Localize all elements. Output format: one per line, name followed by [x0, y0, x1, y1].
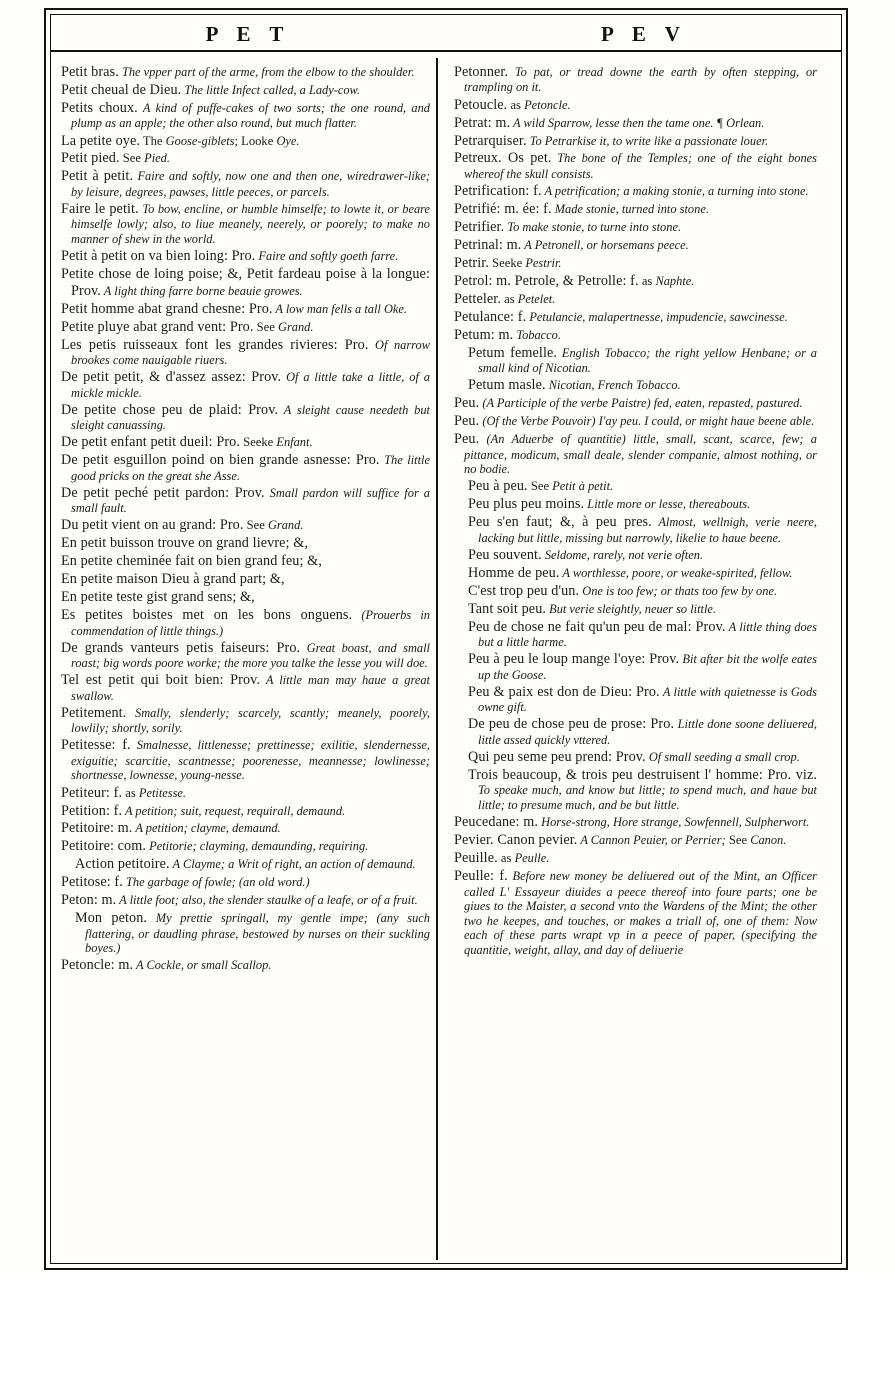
entry-definition: Petulancie, malapertnesse, impudencie, sawcinesse. [526, 309, 788, 324]
entry-headword: Petitesse: f. [61, 737, 131, 754]
dictionary-entry [61, 82, 430, 98]
entry-headword: Les petis ruisseaux font les grandes rivieres: Pro. [61, 336, 369, 353]
dictionary-entry [454, 273, 817, 289]
entry-headword: Peu s'en faut; &, à peu pres. [468, 514, 652, 531]
dictionary-entry [61, 838, 430, 854]
dictionary-entry [61, 485, 430, 516]
dictionary-entry [454, 395, 817, 411]
entry-definition: Horse-strong, Hore strange, Sowfennell, Sulpherwort. [538, 815, 810, 830]
entry-roman-text-2: See [725, 833, 751, 848]
entry-headword: Peu souvent. [468, 546, 542, 563]
entry-definition: Little more or lesse, thereabouts. [584, 497, 751, 512]
entry-definition: Small pardon will suffice for a small fault. [71, 485, 430, 516]
entry-headword: Peton: m. [61, 892, 117, 909]
entry-headword: En petit buisson trouve on grand lievre; &, [61, 535, 309, 552]
entry-headword: Petoucle. [454, 96, 508, 113]
entry-headword: Petrifier. [454, 218, 505, 235]
dictionary-entry [454, 345, 817, 376]
entry-definition: Peulle. [514, 851, 550, 866]
dictionary-entry [61, 553, 430, 569]
entry-definition: To make stonie, to turne into stone. [504, 219, 682, 234]
dictionary-entry [454, 150, 817, 181]
entry-definition: A little man may haue a great swallow. [71, 673, 430, 703]
entry-definition: A kind of puffe-cakes of two sorts; the one round, and plump as an apple; the other also round, but much flatter. [71, 100, 430, 131]
entry-headword: Petoncle: m. [61, 957, 134, 974]
entry-definition: Petoncle. [524, 97, 571, 112]
entry-roman-text: as [497, 851, 515, 866]
entry-headword: Tel est petit qui boit bien: Prov. [61, 672, 261, 689]
entry-headword: Du petit vient on au grand: Pro. [61, 517, 244, 534]
entry-headword: Petit homme abat grand chesne: Pro. [61, 300, 273, 317]
entry-definition: Made stonie, turned into stone. [551, 202, 709, 216]
entry-headword: Peu à peu le loup mange l'oye: Prov. [468, 651, 680, 668]
dictionary-entry [454, 814, 817, 830]
header-rule [50, 50, 842, 52]
dictionary-entry [61, 705, 430, 736]
entry-headword: Mon peton. [75, 910, 148, 927]
entry-headword: Tant soit peu. [468, 600, 547, 617]
entry-definition: Little done soone deliuered, little assed quickly vttered. [478, 717, 817, 747]
entry-definition: One is too few; or thats too few by one. [579, 583, 778, 598]
entry-headword: Petitoire: com. [61, 838, 147, 855]
entry-roman-text: Seeke [240, 435, 277, 450]
entry-definition: A Petronell, or horsemans peece. [521, 237, 689, 252]
entry-roman-text: as [638, 273, 656, 288]
entry-definition: Seldome, rarely, not verie often. [541, 547, 703, 562]
entry-headword: Peu. [454, 431, 480, 448]
dictionary-entry [61, 737, 430, 783]
dictionary-entry [61, 910, 430, 956]
entry-definition: Of narrow brookes come nauigable riuers. [71, 337, 430, 367]
entry-roman-text: Seeke [488, 255, 526, 270]
dictionary-entry [61, 64, 430, 80]
entry-definition: Bit after bit the wolfe eates up the Goose. [478, 652, 817, 682]
entry-definition: Pied. [144, 151, 170, 166]
entry-definition: Petit à petit. [552, 479, 614, 494]
entry-headword: De peu de chose peu de prose: Pro. [468, 716, 675, 733]
dictionary-entry [454, 651, 817, 682]
entry-headword: Petulance: f. [454, 308, 527, 325]
dictionary-entry [454, 377, 817, 393]
entry-roman-text: as [507, 97, 525, 112]
entry-headword: Es petites boistes met on les bons onguens. [61, 607, 353, 624]
entry-headword: Peu de chose ne fait qu'un peu de mal: Prov. [468, 618, 726, 635]
running-head-right: P E V [601, 22, 687, 46]
entry-headword: Peu. [454, 395, 480, 412]
entry-definition: Grand. [278, 319, 314, 334]
dictionary-entry [454, 547, 817, 563]
entry-definition: (An Aduerbe of quantitie) little, small, scant, scarce, few; a pittance, modicum, small deale, slender companie, almost nothing, or no bodie. [464, 432, 817, 477]
entry-definition-2: Oye. [276, 133, 300, 148]
dictionary-entry [61, 434, 430, 450]
dictionary-entry [454, 832, 817, 848]
dictionary-entry [61, 133, 430, 149]
dictionary-entry [61, 535, 430, 551]
dictionary-entry [454, 413, 817, 429]
entry-headword: Petum: m. [454, 326, 514, 343]
entry-headword: Petite chose de loing poise; &, Petit fardeau poise à la longue: Prov. [61, 266, 430, 299]
entry-headword: Petit à petit. [61, 168, 134, 185]
entry-headword: De petit peché petit pardon: Prov. [61, 484, 265, 501]
entry-roman-text: See [119, 151, 145, 166]
entry-definition: Smally, slenderly; scarcely, scantly; meanely, poorely, lowlily; shortly, sorily. [71, 705, 430, 736]
entry-headword: De petit petit, & d'assez assez: Prov. [61, 369, 282, 386]
entry-definition: Almost, wellnigh, verie neere, lacking but little, missing but narrowly, likelie to haue beene. [478, 515, 817, 545]
entry-headword: Petit cheual de Dieu. [61, 81, 182, 98]
dictionary-entry [61, 803, 430, 819]
dictionary-entry [454, 431, 817, 477]
dictionary-entry [61, 517, 430, 533]
entry-definition-2: Canon. [750, 833, 787, 848]
entry-headword: Petite pluye abat grand vent: Pro. [61, 318, 254, 335]
dictionary-entry [454, 183, 817, 199]
entry-headword: Petitement. [61, 704, 127, 721]
entry-roman-text: See [253, 319, 279, 334]
dictionary-entry [454, 767, 817, 813]
entry-definition: Enfant. [276, 435, 313, 450]
dictionary-entry [454, 583, 817, 599]
entry-definition: A little thing does but a little harme. [478, 619, 817, 650]
entry-headword: Peucedane: m. [454, 814, 539, 831]
entry-definition: A sleight cause needeth but sleight canuassing. [71, 402, 430, 433]
entry-roman-text-2: ; Looke [234, 133, 277, 148]
entry-headword: Action petitoire. [75, 856, 170, 873]
text-columns [57, 60, 837, 1258]
entry-definition: A little foot; also, the slender staulke of a leafe, or of a fruit. [116, 893, 418, 908]
entry-headword: Petrinal: m. [454, 236, 522, 253]
entry-definition: Faire and softly, now one and then one, wiredrawer-like; by leisure, degrees, pawses, little peeces, or parcels. [71, 169, 430, 199]
entry-headword: La petite oye. [61, 132, 141, 149]
entry-headword: Homme de peu. [468, 564, 560, 581]
dictionary-entry [61, 301, 430, 317]
dictionary-entry [61, 168, 430, 199]
dictionary-entry [454, 133, 817, 149]
entry-definition: To Petrarkise it, to write like a passionate louer. [526, 133, 769, 148]
dictionary-entry [61, 957, 430, 973]
dictionary-entry [454, 514, 817, 545]
entry-definition: Great boast, and small roast; big words poore worke; the more you talke the lesse you will doe. [71, 640, 430, 671]
dictionary-entry [454, 850, 817, 866]
entry-headword: Petrifié: m. ée: f. [454, 201, 552, 217]
entry-definition: A light thing farre borne beauie growes. [100, 283, 303, 298]
entry-headword: Petit bras. [61, 64, 119, 80]
entry-headword: De petite chose peu de plaid: Prov. [61, 401, 279, 418]
dictionary-entry [61, 248, 430, 264]
dictionary-entry [61, 856, 430, 872]
entry-headword: De petit esguillon poind on bien grande asnesse: Pro. [61, 452, 380, 469]
running-head-left: P E T [205, 22, 291, 46]
page-margin-bottom [0, 1272, 895, 1386]
entry-headword: Petrarquiser. [454, 132, 527, 149]
entry-definition: The bone of the Temples; one of the eight bones whereof the skull consists. [464, 151, 817, 181]
dictionary-entry [454, 684, 817, 715]
entry-headword: Petrification: f. [454, 183, 542, 200]
entry-definition: The garbage of fowle; (an old word.) [122, 875, 310, 890]
entry-headword: De grands vanteurs petis faiseurs: Pro. [61, 639, 301, 656]
entry-definition: A Cockle, or small Scallop. [133, 958, 272, 973]
entry-headword: Petits choux. [61, 99, 138, 116]
entry-definition: Goose-giblets [165, 133, 235, 148]
entry-headword: Peu plus peu moins. [468, 496, 585, 513]
dictionary-entry [61, 672, 430, 703]
entry-headword: Petrol: m. Petrole, & Petrolle: f. [454, 272, 639, 289]
entry-definition: Grand. [267, 518, 304, 533]
entry-headword: Petition: f. [61, 802, 123, 819]
dictionary-entry [61, 874, 430, 890]
dictionary-entry [61, 319, 430, 335]
dictionary-entry [61, 150, 430, 166]
entry-headword: Petrir. [454, 254, 489, 271]
entry-definition: Pestrir. [525, 255, 562, 270]
dictionary-entry [454, 601, 817, 617]
dictionary-entry [61, 607, 430, 638]
dictionary-entry [454, 64, 817, 95]
dictionary-entry [454, 201, 817, 217]
entry-headword: Qui peu seme peu prend: Prov. [468, 749, 646, 765]
dictionary-entry [454, 97, 817, 113]
entry-headword: Petit pied. [61, 150, 120, 167]
entry-headword: Petreux. Os pet. [454, 150, 552, 167]
entry-roman-text: See [243, 518, 268, 533]
entry-headword: Peu. [454, 413, 480, 430]
dictionary-entry [454, 115, 817, 131]
entry-roman-text: The [140, 133, 166, 148]
dictionary-entry [454, 327, 817, 343]
entry-definition: Of a little take a little, of a mickle mickle. [71, 370, 430, 400]
entry-definition: Before new money be deliuered out of the Mint, an Officer called L' Essayeur diuides a peece thereof into foure parts; one be giues to the Maister, a second vnto the Wardens of the Mint; the other two he keepes, and touches, or makes a triall of, one of them: Now each of these parts wrapt vp in a peece of paper, (specifying the quantitie, weight, allay, and day of deliuerie [464, 869, 817, 957]
entry-headword: Peuille. [454, 850, 498, 867]
dictionary-entry [454, 496, 817, 512]
entry-headword: Pevier. Canon pevier. [454, 832, 578, 849]
entry-headword: Petrat: m. [454, 114, 511, 131]
dictionary-entry [61, 892, 430, 908]
entry-headword: Trois beaucoup, & trois peu destruisent l' homme: Pro. viz. [468, 766, 817, 783]
entry-definition: A low man fells a tall Oke. [272, 301, 408, 316]
dictionary-entry [61, 785, 430, 801]
entry-headword: Petum masle. [468, 377, 546, 394]
entry-definition: A petrification; a making stonie, a turning into stone. [541, 184, 809, 199]
entry-definition: A Cannon Peuier, or Perrier; [577, 833, 726, 848]
entry-definition: (A Participle of the verbe Paistre) fed, eaten, repasted, pastured. [479, 396, 803, 411]
dictionary-entry [454, 219, 817, 235]
entry-definition: To speake much, and know but little; to spend much, and haue but little; to presume much, and be but little. [478, 783, 817, 813]
entry-headword: C'est trop peu d'un. [468, 582, 580, 599]
entry-definition: A Clayme; a Writ of right, an action of demaund. [169, 857, 416, 872]
entry-headword: Peu & paix est don de Dieu: Pro. [468, 683, 660, 700]
dictionary-entry [61, 402, 430, 433]
entry-headword: Petit à petit on va bien loing: Pro. [61, 248, 256, 265]
entry-definition: To bow, encline, or humble himselfe; to lowte it, or beare himselfe lowly; also, to liue meanely, neerely, or poorely; to make no manner of shew in the world. [71, 202, 431, 247]
entry-definition: Petitesse. [138, 785, 187, 800]
entry-definition: The vpper part of the arme, from the elbow to the shoulder. [118, 65, 415, 79]
entry-headword: Petiteur: f. [61, 784, 123, 801]
dictionary-entry [454, 619, 817, 650]
dictionary-entry [61, 201, 430, 247]
entry-headword: Petitoire: m. [61, 820, 133, 837]
dictionary-entry [454, 237, 817, 253]
dictionary-entry [454, 749, 817, 765]
entry-headword: En petite teste gist grand sens; &, [61, 589, 255, 606]
entry-definition: Nicotian, French Tobacco. [545, 378, 681, 393]
entry-definition: A petition; clayme, demaund. [132, 821, 281, 836]
dictionary-entry [61, 100, 430, 131]
entry-roman-text: See [527, 479, 553, 494]
column-right [440, 60, 823, 1258]
entry-roman-text: as [122, 785, 139, 800]
entry-definition: A worthlesse, poore, or weake-spirited, fellow. [559, 565, 793, 580]
entry-headword: Petteler. [454, 290, 501, 307]
dictionary-entry [61, 337, 430, 368]
dictionary-entry [61, 589, 430, 605]
entry-definition: English Tobacco; the right yellow Henbane; or a small kind of Nicotian. [478, 345, 817, 376]
entry-headword: Peulle: f. [454, 868, 508, 885]
dictionary-entry [454, 478, 817, 494]
entry-definition: The little good pricks on the great she Asse. [71, 453, 430, 483]
dictionary-entry [61, 571, 430, 587]
entry-definition: My prettie springall, my gentle impe; (any such flattering, or daudling phrase, bestowed by nurses on their suckling boyes.) [85, 911, 431, 956]
entry-definition: (Prouerbs in commendation of little things.) [71, 608, 430, 638]
dictionary-entry [61, 369, 430, 400]
entry-headword: En petite maison Dieu à grand part; &, [61, 571, 285, 588]
entry-headword: Petum femelle. [468, 344, 558, 361]
entry-definition: Smalnesse, littlenesse; prettinesse; exilitie, slendernesse, exiguitie; scarcitie, scantnesse; poorenesse, meannesse; lowlinesse; shortnesse, lownesse, young-nesse. [71, 738, 430, 783]
dictionary-entry [454, 868, 817, 957]
entry-roman-text: as [501, 291, 518, 306]
entry-headword: En petite cheminée fait on bien grand feu; &, [61, 553, 322, 570]
entry-headword: Faire le petit. [61, 201, 139, 217]
entry-definition: Naphte. [655, 273, 695, 288]
entry-headword: Petonner. [454, 64, 509, 80]
entry-definition: (Of the Verbe Pouvoir) I'ay peu. I could, or might haue beene able. [479, 414, 815, 429]
entry-definition: A petition; suit, request, requirall, demaund. [122, 803, 346, 818]
entry-headword: Petitose: f. [61, 874, 123, 891]
entry-headword: De petit enfant petit dueil: Pro. [61, 434, 241, 451]
entry-definition: A wild Sparrow, lesse then the tame one. ¶ Orlean. [510, 115, 765, 130]
entry-definition: Faire and softly goeth farre. [255, 249, 399, 264]
dictionary-entry [61, 820, 430, 836]
entry-definition: But verie sleightly, neuer so little. [546, 601, 717, 616]
dictionary-entry [454, 255, 817, 271]
entry-definition: Of small seeding a small crop. [645, 750, 800, 764]
running-heads [50, 16, 842, 52]
entry-definition: A little with quietnesse is Gods owne gift. [478, 684, 817, 715]
entry-headword: Peu à peu. [468, 478, 528, 495]
entry-definition: Petitorie; clayming, demaunding, requiring. [146, 839, 369, 854]
dictionary-entry [61, 452, 430, 483]
entry-definition: The little Infect called, a Lady-cow. [181, 82, 360, 97]
dictionary-entry [454, 565, 817, 581]
entry-definition: To pat, or tread downe the earth by often stepping, or trampling on it. [464, 65, 817, 95]
column-left [57, 60, 440, 1258]
dictionary-entry [454, 291, 817, 307]
dictionary-entry [454, 716, 817, 747]
entry-definition: Tobacco. [513, 327, 561, 342]
dictionary-entry [61, 640, 430, 671]
entry-definition: Petelet. [517, 291, 556, 306]
dictionary-entry [454, 309, 817, 325]
dictionary-entry [61, 266, 430, 299]
